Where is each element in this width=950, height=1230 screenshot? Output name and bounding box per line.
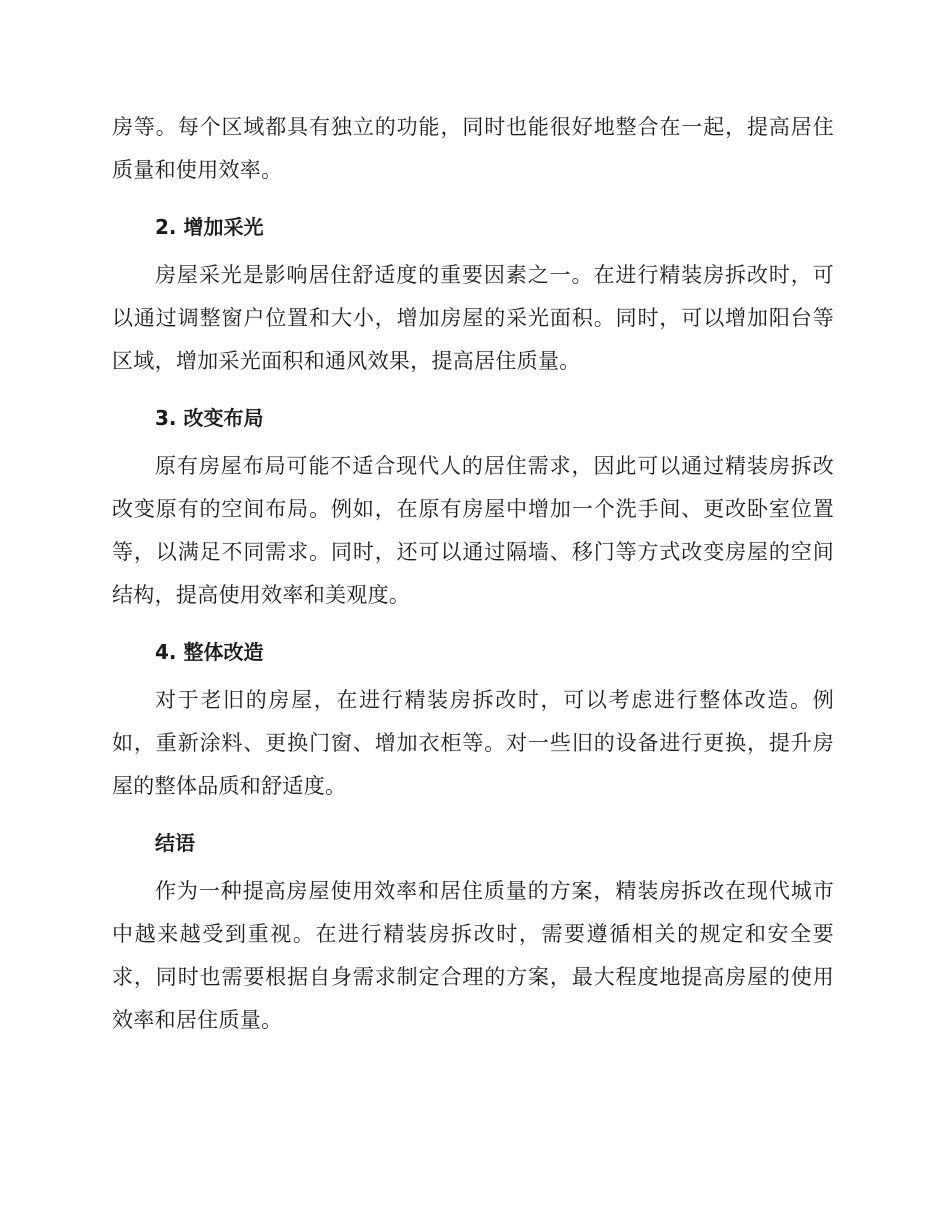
section-heading-conclusion: 结语 [155, 831, 195, 855]
paragraph-intro-continuation: 房等。每个区域都具有独立的功能，同时也能很好地整合在一起，提高居住质量和使用效率。 [112, 115, 834, 182]
section-heading-4: 4. 整体改造 [155, 640, 264, 664]
paragraph-lighting: 房屋采光是影响居住舒适度的重要因素之一。在进行精装房拆改时，可以通过调整窗户位置和大小，增加房屋的采光面积。同时，可以增加阳台等区域，增加采光面积和通风效果，提高居住质量。 [112, 263, 834, 373]
section-heading-2: 2. 增加采光 [155, 215, 264, 239]
section-heading-3: 3. 改变布局 [155, 406, 264, 430]
paragraph-renovation: 对于老旧的房屋，在进行精装房拆改时，可以考虑进行整体改造。例如，重新涂料、更换门窗、增加衣柜等。对一些旧的设备进行更换，提升房屋的整体品质和舒适度。 [112, 688, 834, 798]
paragraph-layout: 原有房屋布局可能不适合现代人的居住需求，因此可以通过精装房拆改改变原有的空间布局。例如，在原有房屋中增加一个洗手间、更改卧室位置等，以满足不同需求。同时，还可以通过隔墙、移门等方式改变房屋的空间结构，提高使用效率和美观度。 [112, 454, 834, 607]
paragraph-conclusion: 作为一种提高房屋使用效率和居住质量的方案，精装房拆改在现代城市中越来越受到重视。在进行精装房拆改时，需要遵循相关的规定和安全要求，同时也需要根据自身需求制定合理的方案，最大程度地提高房屋的使用效率和居住质量。 [112, 879, 834, 1032]
document-body [112, 106, 834, 1042]
